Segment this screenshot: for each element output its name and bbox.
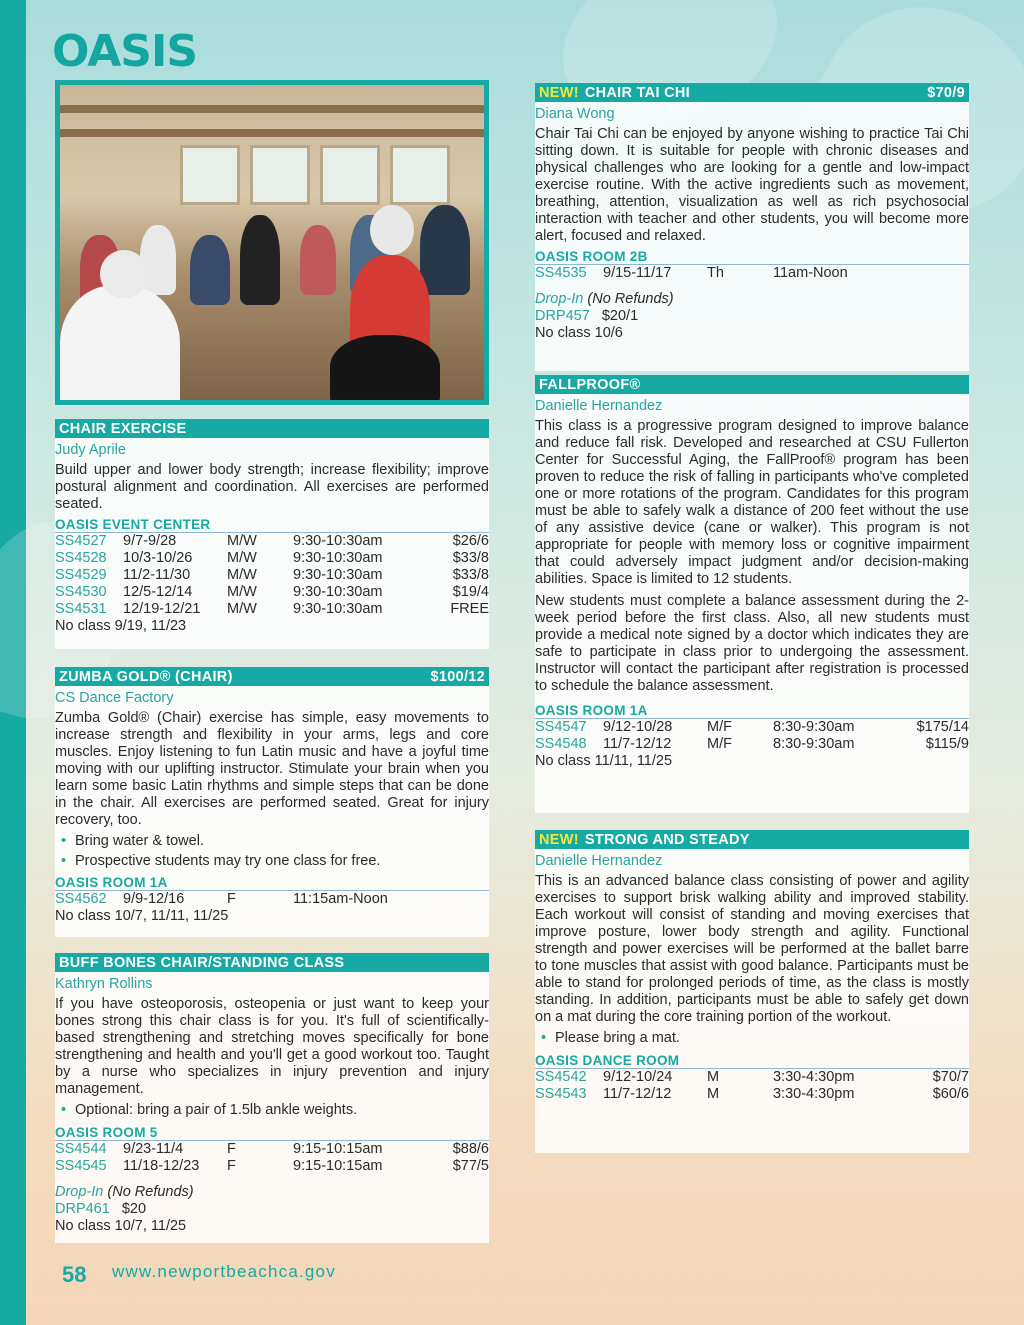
session-days: M/W [227, 584, 257, 600]
session-days: F [227, 1140, 236, 1157]
chair-exercise-card [55, 419, 489, 649]
session-code-link[interactable]: SS4562 [55, 891, 107, 907]
session-dates: 11/2-11/30 [123, 567, 191, 583]
session-price: $70/7 [932, 1068, 969, 1085]
session-time: 8:30-9:30am [773, 719, 855, 735]
strong-and-steady-header [535, 830, 969, 849]
class-notes-list [535, 1029, 969, 1049]
class-price: $100/12 [430, 668, 485, 685]
session-days: M/W [227, 550, 257, 566]
new-badge: NEW! [539, 84, 579, 101]
session-row [55, 1141, 489, 1158]
session-row [535, 265, 969, 282]
session-price: $77/5 [452, 1157, 489, 1174]
session-row [55, 584, 489, 601]
drop-in-code-link[interactable]: DRP461 [55, 1200, 110, 1217]
session-days: M/W [227, 533, 257, 549]
location-label: OASIS ROOM 5 [55, 1125, 489, 1141]
session-price: FREE [450, 601, 489, 617]
session-row [55, 567, 489, 584]
session-code-link[interactable]: SS4542 [535, 1068, 587, 1085]
session-price: $33/8 [452, 567, 489, 583]
location-label: OASIS ROOM 1A [55, 875, 489, 891]
session-days: M/W [227, 567, 257, 583]
drop-in-price: $20/1 [601, 308, 639, 324]
session-dates: 12/19-12/21 [123, 601, 201, 617]
no-class-note: No class 10/7, 11/25 [55, 1217, 187, 1234]
session-code-link[interactable]: SS4529 [55, 567, 107, 583]
session-table [55, 533, 489, 618]
location-label: OASIS ROOM 1A [535, 703, 969, 719]
session-days: M/F [707, 719, 732, 735]
zumba-gold-header [55, 667, 489, 686]
session-dates: 9/12-10/28 [603, 719, 673, 735]
session-dates: 11/7-12/12 [603, 736, 672, 752]
session-code-link[interactable]: SS4543 [535, 1085, 587, 1102]
session-dates: 9/12-10/24 [603, 1068, 673, 1085]
session-dates: 9/15-11/17 [603, 265, 672, 281]
drop-in-label: Drop-In [535, 291, 584, 307]
drop-in-label: Drop-In [55, 1183, 104, 1200]
page-number: 58 [62, 1262, 87, 1287]
class-title: FALLPROOF® [539, 376, 641, 393]
fallproof-card [535, 375, 969, 813]
session-row [55, 891, 489, 908]
oasis-logo: OASIS [52, 26, 198, 77]
class-title: BUFF BONES CHAIR/STANDING CLASS [59, 954, 345, 971]
session-dates: 12/5-12/14 [123, 584, 193, 600]
no-class-note: No class 9/19, 11/23 [55, 618, 187, 634]
drop-in-line [535, 291, 969, 308]
session-time: 3:30-4:30pm [773, 1085, 855, 1102]
session-days: M [707, 1068, 720, 1085]
website-link[interactable]: www.newportbeachca.gov [112, 1262, 336, 1281]
session-code-link[interactable]: SS4547 [535, 719, 587, 735]
session-row [535, 1069, 969, 1086]
session-dates: 9/7-9/28 [123, 533, 177, 549]
session-time: 3:30-4:30pm [773, 1068, 855, 1085]
session-time: 9:30-10:30am [293, 601, 383, 617]
instructor-name: Danielle Hernandez [535, 398, 663, 414]
instructor-name: Diana Wong [535, 106, 615, 122]
drop-in-line [55, 1184, 489, 1201]
session-days: F [227, 891, 236, 907]
session-price: $60/6 [932, 1085, 969, 1102]
session-days: M/F [707, 736, 732, 752]
session-time: 9:30-10:30am [293, 550, 383, 566]
list-item: • Please bring a mat. [535, 1029, 969, 1049]
class-notes-list [55, 1101, 489, 1121]
session-row [535, 736, 969, 753]
list-item: • Bring water & towel. [55, 832, 489, 852]
session-dates: 11/7-12/12 [603, 1085, 672, 1102]
session-days: M/W [227, 601, 257, 617]
drop-in-code-line [55, 1201, 489, 1218]
session-price: $88/6 [452, 1140, 489, 1157]
session-time: 9:30-10:30am [293, 567, 383, 583]
list-item: • Prospective students may try one class for free. [55, 852, 489, 872]
session-price: $115/9 [925, 736, 969, 752]
location-label: OASIS ROOM 2B [535, 249, 969, 265]
no-class-note: No class 11/11, 11/25 [535, 753, 673, 769]
instructor-name: Kathryn Rollins [55, 976, 153, 992]
session-code-link[interactable]: SS4530 [55, 584, 107, 600]
no-class-note: No class 10/7, 11/11, 11/25 [55, 908, 229, 924]
session-time: 9:15-10:15am [293, 1140, 383, 1157]
session-time: 9:30-10:30am [293, 584, 383, 600]
chair-exercise-header [55, 419, 489, 438]
session-code-link[interactable]: SS4531 [55, 601, 107, 617]
session-row [535, 719, 969, 736]
session-row [535, 1086, 969, 1103]
session-time: 11:15am-Noon [293, 891, 388, 907]
session-days: M [707, 1085, 720, 1102]
drop-in-note: (No Refunds) [587, 291, 674, 307]
class-description: This is an advanced balance class consisting of power and agility exercises to support brisk walking ability and improved stability. Each workout will consist of standing and moving exercises that improve posture, lower body strength and agility. Functional strength and power exercises will be performed at the ballet barre to tone muscles that assist with good balance. Participants must be able to stand for prolonged periods of time, as the class is mostly standing. In addition, participants must be able to safely get down on a mat during the core training portion of the workout. [535, 873, 969, 1025]
instructor-name: Danielle Hernandez [535, 853, 663, 869]
zumba-gold-card [55, 667, 489, 937]
session-days: Th [707, 265, 724, 281]
class-title: CHAIR EXERCISE [59, 420, 187, 437]
session-dates: 11/18-12/23 [123, 1157, 200, 1174]
chair-tai-chi-card [535, 83, 969, 371]
session-code-link[interactable]: SS4544 [55, 1140, 107, 1157]
session-price: $19/4 [452, 584, 489, 600]
session-price: $175/14 [916, 719, 969, 735]
session-code-link[interactable]: SS4548 [535, 736, 587, 752]
session-days: F [227, 1157, 236, 1174]
session-time: 9:30-10:30am [293, 533, 383, 549]
no-class-note: No class 10/6 [535, 325, 623, 341]
strong-and-steady-card [535, 830, 969, 1153]
drop-in-price: $20 [121, 1200, 147, 1217]
class-price: $70/9 [927, 84, 965, 101]
drop-in-note: (No Refunds) [107, 1183, 194, 1200]
class-photo [55, 80, 489, 405]
class-description: Chair Tai Chi can be enjoyed by anyone wishing to practice Tai Chi sitting down. It is suitable for people with chronic diseases and physical challenges who are looking for a gentle and low-impact exercise routine. With the active ingredients such as movement, breathing, attention, visualization as well as rich psychosocial interaction with teacher and other students, you will become more alert, focused and relaxed. [535, 126, 969, 244]
list-item: • Optional: bring a pair of 1.5lb ankle weights. [55, 1101, 489, 1121]
fallproof-header [535, 375, 969, 394]
class-title: CHAIR TAI CHI [584, 84, 690, 101]
location-label: OASIS EVENT CENTER [55, 517, 489, 533]
chair-tai-chi-header [535, 83, 969, 102]
class-description: This class is a progressive program designed to improve balance and reduce fall risk. Developed and researched at CSU Fullerton Center for Successful Aging, the FallProof® program has been proven to reduce the risk of falling in participants who've completed one or more rotations of the program. Candidates for this program must be able to safely walk a distance of 200 feet without the use of any assistive device (cane or walker). This program is not appropriate for people with memory loss or cognitive impairment that could adversely impact judgment and/or decision-making abilities. Space is limited to 12 students. [535, 418, 969, 587]
drop-in-code-line [535, 308, 969, 325]
session-price: $26/6 [452, 533, 489, 549]
location-label: OASIS DANCE ROOM [535, 1053, 969, 1069]
session-dates: 9/9-12/16 [123, 891, 185, 907]
session-row [55, 533, 489, 550]
buff-bones-header [55, 953, 489, 972]
session-row [55, 550, 489, 567]
session-price: $33/8 [452, 550, 489, 566]
class-description: If you have osteoporosis, osteopenia or just want to keep your bones strong this chair class is for you. It's full of scientifically-based strengthening and stretching moves specifically for bone strengthening and health and you'll get a good workout too. Taught by a nurse who specializes in injury prevention and injury management. [55, 996, 489, 1097]
drop-in-code-link[interactable]: DRP457 [535, 308, 590, 324]
session-dates: 9/23-11/4 [123, 1140, 184, 1157]
session-row [55, 1158, 489, 1175]
class-description: Build upper and lower body strength; increase flexibility; improve postural alignment and coordination. All exercises are performed seated. [55, 462, 489, 512]
session-time: 8:30-9:30am [773, 736, 855, 752]
session-code-link[interactable]: SS4528 [55, 550, 107, 566]
session-dates: 10/3-10/26 [123, 550, 193, 566]
buff-bones-card [55, 953, 489, 1243]
session-time: 9:15-10:15am [293, 1157, 383, 1174]
class-title: ZUMBA GOLD® (CHAIR) [59, 668, 233, 685]
class-description: Zumba Gold® (Chair) exercise has simple, easy movements to increase strength and flexibility in your arms, legs and core muscles. Enjoy listening to fun Latin music and have a joyful time moving with our uplifting instructor. Stimulate your brain when you learn some basic Latin rhythms and simple steps that can be done in the chair. All exercises are performed seated. Great for injury recovery, too. [55, 710, 489, 828]
session-row [55, 601, 489, 618]
session-code-link[interactable]: SS4527 [55, 533, 107, 549]
class-description-2: New students must complete a balance assessment during the 2-week period before the first class. Also, all new students must provide a medical note signed by a doctor which indicates they are safe to participate in class prior to undergoing the assessment. Instructor will contact the participant after registration is processed to schedule the balance assessment. [535, 593, 969, 694]
class-title: STRONG AND STEADY [584, 831, 750, 848]
session-time: 11am-Noon [773, 265, 848, 281]
class-notes-list [55, 832, 489, 871]
session-code-link[interactable]: SS4535 [535, 265, 587, 281]
new-badge: NEW! [539, 831, 579, 848]
instructor-name: Judy Aprile [55, 442, 126, 458]
instructor-name: CS Dance Factory [55, 690, 174, 706]
session-code-link[interactable]: SS4545 [55, 1157, 107, 1174]
